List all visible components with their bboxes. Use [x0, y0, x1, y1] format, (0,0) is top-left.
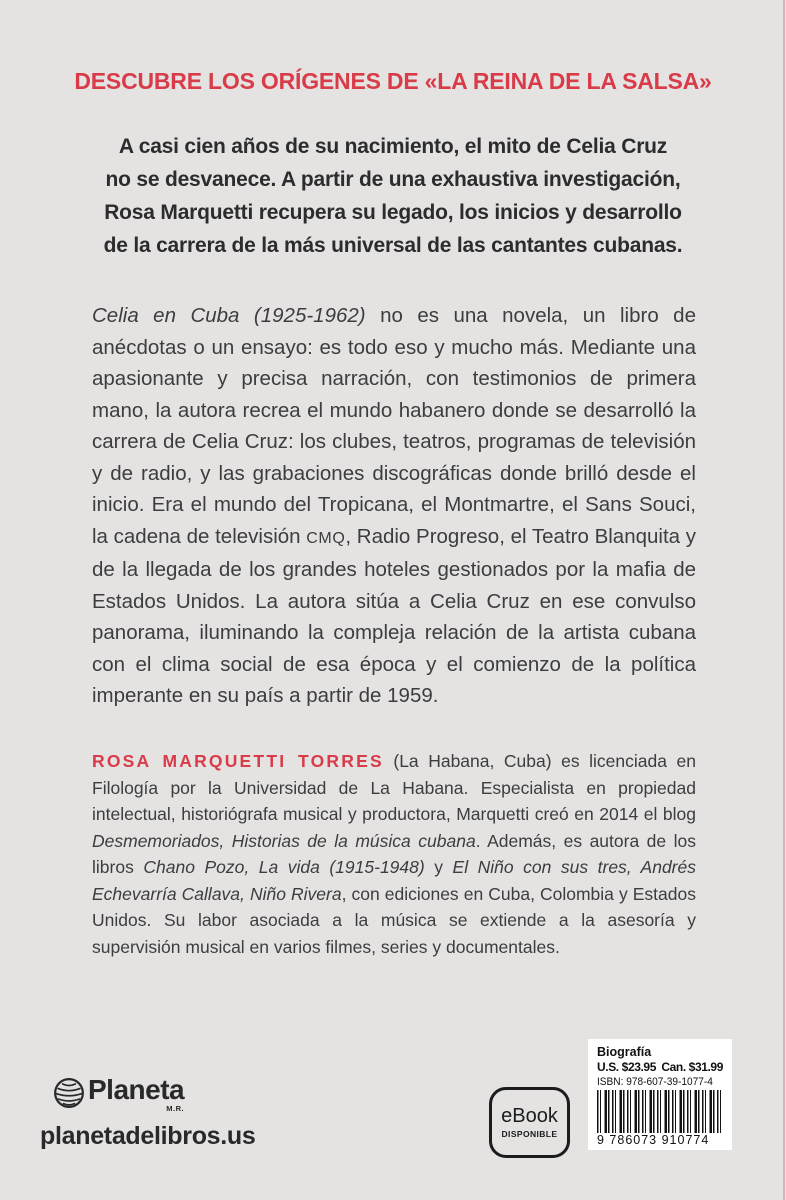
barcode-category: Biografía: [597, 1045, 652, 1059]
bio-paragraph: [92, 748, 696, 960]
price-can: Can. $31.99: [661, 1060, 723, 1074]
trademark-label: M.R.: [166, 1104, 185, 1113]
price-us: U.S. $23.95: [597, 1060, 656, 1074]
barcode-bars: [597, 1090, 723, 1133]
text-segment-normal: y: [424, 857, 453, 877]
text-segment-normal: . Además, es autora de los libros: [92, 830, 696, 877]
text-segment-italic: Desmemoriados, Historias de la música cubana: [92, 830, 476, 851]
synopsis-paragraph: [92, 300, 696, 712]
headline: DESCUBRE LOS ORÍGENES DE «LA REINA DE LA SALSA»: [74, 68, 712, 94]
barcode-digits: 9 786073 910774: [597, 1133, 710, 1147]
isbn-text: ISBN: 978-607-39-1077-4: [597, 1076, 713, 1088]
ebook-badge-subtitle: DISPONIBLE: [501, 1129, 558, 1139]
text-segment-italic: El Niño con sus tres, Andrés Echevarría Callava, Niño Rivera: [92, 857, 696, 904]
text-segment-normal: , Radio Progreso, el Teatro Blanquita y de la llegada de los grandes hoteles gestionados por la mafia de Estados Unidos. La autora sitúa a Celia Cruz en ese convulso panorama, iluminando la compleja relación de la artista cubana con el clima social de esa época y el comienzo de la política imperante en su país a partir de 1959.: [92, 524, 696, 707]
intro-line: A casi cien años de su nacimiento, el mito de Celia Cruz: [118, 135, 668, 158]
barcode-prices: [597, 1061, 723, 1074]
text-segment-red-caps: ROSA MARQUETTI TORRES: [92, 751, 384, 771]
text-segment-normal: (La Habana, Cuba) es licenciada en Filología por la Universidad de La Habana. Especialista en propiedad intelectual, historiógrafa musical y productora, Marquetti creó en 2014 el blog: [92, 751, 696, 824]
intro-line: de la carrera de la más universal de las cantantes cubanas.: [103, 234, 683, 257]
intro-line: no se desvanece. A partir de una exhaustiva investigación,: [105, 168, 681, 191]
barcode-panel: [588, 1039, 732, 1150]
intro-paragraph: [0, 130, 786, 262]
publisher-logo-text: Planeta: [88, 1074, 185, 1105]
publisher-website: planetadelibros.us: [40, 1122, 256, 1150]
text-segment-normal: , con ediciones en Cuba, Colombia y Estados Unidos. Su labor asociada a la música se extiende a la asesoría y supervisión musical en varios filmes, series y documentales.: [92, 883, 696, 957]
publisher-logo: [54, 1074, 184, 1113]
text-segment-italic: Celia en Cuba (1925-1962): [92, 304, 366, 327]
cover-edge-line: [783, 0, 786, 1200]
planeta-globe-icon: [54, 1078, 84, 1108]
text-segment-italic: Chano Pozo, La vida (1915-1948): [143, 857, 425, 877]
ebook-badge: [489, 1087, 570, 1158]
text-segment-normal: no es una novela, un libro de anécdotas o un ensayo: es todo eso y mucho más. Mediante una apasionante y precisa narración, con testimonios de primera mano, la autora recrea el mundo habanero donde se desarrolló la carrera de Celia Cruz: los clubes, teatros, programas de televisión y de radio, y las grabaciones discográficas donde brilló desde el inicio. Era el mundo del Tropicana, el Montmartre, el Sans Souci, la cadena de televisión: [92, 304, 696, 548]
intro-line: Rosa Marquetti recupera su legado, los inicios y desarrollo: [104, 201, 682, 224]
ebook-badge-title: eBook: [501, 1105, 558, 1127]
text-segment-smallcaps: CMQ: [306, 529, 346, 547]
